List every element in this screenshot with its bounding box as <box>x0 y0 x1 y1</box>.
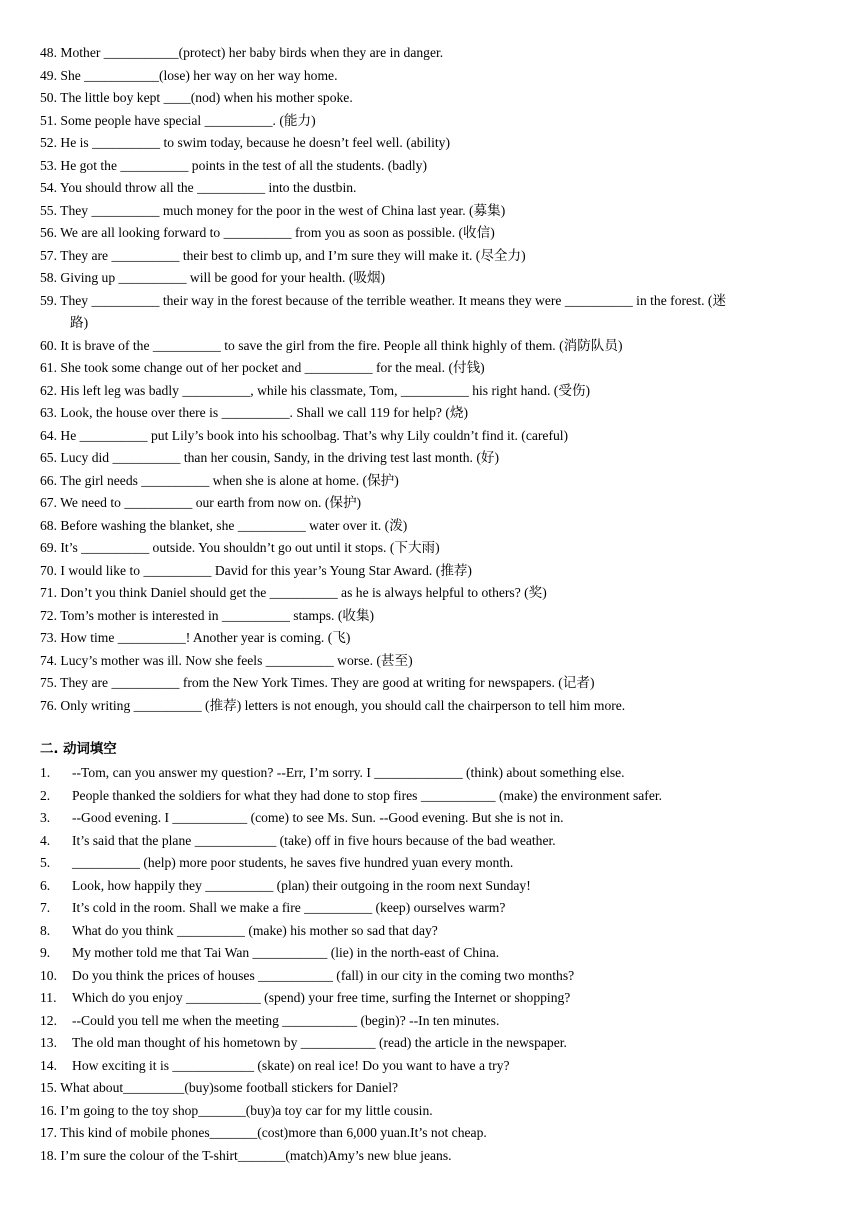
question-73: 73. How time __________! Another year is coming. (飞) <box>40 630 351 645</box>
question-number: 5. <box>40 855 51 870</box>
question-75: 75. They are __________ from the New York Times. They are good at writing for newspapers. (记者) <box>40 675 595 690</box>
question-69: 69. It’s __________ outside. You shouldn’t go out until it stops. (下大雨) <box>40 540 440 555</box>
question-number: 9. <box>40 945 51 960</box>
question-71: 71. Don’t you think Daniel should get the __________ as he is always helpful to others? (奖) <box>40 585 547 600</box>
verb-question-5 <box>40 852 830 875</box>
section-heading: 二. 动词填空 <box>40 742 117 757</box>
question-number: 6. <box>40 877 51 893</box>
question-49: 49. She ___________(lose) her way on her way home. <box>40 67 338 83</box>
verb-question-12 <box>40 1010 830 1033</box>
question-number: 7. <box>40 900 51 915</box>
question-number: 14. <box>40 1057 57 1073</box>
question-65: 65. Lucy did __________ than her cousin, Sandy, in the driving test last month. (好) <box>40 450 499 465</box>
verb-question-15: 15. What about_________(buy)some football stickers for Daniel? <box>40 1080 399 1095</box>
verb-question-4 <box>40 830 830 853</box>
question-67: 67. We need to __________ our earth from now on. (保护) <box>40 495 362 510</box>
question-number: 12. <box>40 1012 57 1028</box>
question-53: 53. He got the __________ points in the test of all the students. (badly) <box>40 157 427 173</box>
question-text: __________ (help) more poor students, he saves five hundred yuan every month. <box>72 855 514 870</box>
question-56: 56. We are all looking forward to __________ from you as soon as possible. (收信) <box>40 225 495 240</box>
question-text: --Good evening. I ___________ (come) to see Ms. Sun. --Good evening. But she is not in. <box>72 810 564 825</box>
question-text: My mother told me that Tai Wan ___________ (lie) in the north-east of China. <box>72 945 500 960</box>
question-74: 74. Lucy’s mother was ill. Now she feels __________ worse. (甚至) <box>40 652 413 668</box>
question-text: Look, how happily they __________ (plan) their outgoing in the room next Sunday! <box>72 877 531 893</box>
verb-question-1 <box>40 762 830 785</box>
question-text: What do you think __________ (make) his mother so sad that day? <box>72 922 438 938</box>
question-50: 50. The little boy kept ____(nod) when his mother spoke. <box>40 90 353 105</box>
question-text: It’s cold in the room. Shall we make a fire __________ (keep) ourselves warm? <box>72 900 506 915</box>
question-number: 4. <box>40 832 51 848</box>
question-text: People thanked the soldiers for what they had done to stop fires ___________ (make) the environment safer. <box>72 787 663 803</box>
question-number: 8. <box>40 922 51 938</box>
verb-question-17: 17. This kind of mobile phones_______(cost)more than 6,000 yuan.It’s not cheap. <box>40 1125 487 1140</box>
question-number: 1. <box>40 765 51 780</box>
question-text: Which do you enjoy ___________ (spend) your free time, surfing the Internet or shopping? <box>72 990 571 1005</box>
verb-question-8 <box>40 920 830 943</box>
question-72: 72. Tom’s mother is interested in __________ stamps. (收集) <box>40 607 375 623</box>
verb-question-18: 18. I’m sure the colour of the T-shirt_______(match)Amy’s new blue jeans. <box>40 1147 452 1163</box>
question-51: 51. Some people have special __________. (能力) <box>40 112 316 128</box>
question-text: The old man thought of his hometown by ___________ (read) the article in the newspaper. <box>72 1035 567 1050</box>
question-number: 2. <box>40 787 51 803</box>
question-52: 52. He is __________ to swim today, because he doesn’t feel well. (ability) <box>40 135 450 150</box>
question-55: 55. They __________ much money for the poor in the west of China last year. (募集) <box>40 202 506 218</box>
verb-question-3 <box>40 807 830 830</box>
question-text: How exciting it is ____________ (skate) on real ice! Do you want to have a try? <box>72 1057 510 1073</box>
question-text: Do you think the prices of houses ___________ (fall) in our city in the coming two months? <box>72 967 575 983</box>
question-57: 57. They are __________ their best to climb up, and I’m sure they will make it. (尽全力) <box>40 247 526 263</box>
question-70: 70. I would like to __________ David for this year’s Young Star Award. (推荐) <box>40 562 472 578</box>
question-number: 3. <box>40 810 51 825</box>
question-54: 54. You should throw all the __________ into the dustbin. <box>40 180 357 195</box>
question-59-continuation: 路) <box>70 315 89 330</box>
question-64: 64. He __________ put Lily’s book into his schoolbag. That’s why Lily couldn’t find it. (careful) <box>40 427 569 443</box>
question-text: --Tom, can you answer my question? --Err, I’m sorry. I _____________ (think) about something else. <box>72 765 625 780</box>
question-text: It’s said that the plane ____________ (take) off in five hours because of the bad weather. <box>72 832 556 848</box>
verb-question-11 <box>40 987 830 1010</box>
question-66: 66. The girl needs __________ when she is alone at home. (保护) <box>40 472 399 488</box>
question-61: 61. She took some change out of her pocket and __________ for the meal. (付钱) <box>40 360 485 375</box>
verb-question-7 <box>40 897 830 920</box>
question-number: 13. <box>40 1035 57 1050</box>
verb-question-16: 16. I’m going to the toy shop_______(buy)a toy car for my little cousin. <box>40 1102 433 1118</box>
question-60: 60. It is brave of the __________ to save the girl from the fire. People all think highly of them. (消防队员) <box>40 337 623 353</box>
question-48: 48. Mother ___________(protect) her baby birds when they are in danger. <box>40 45 444 60</box>
question-68: 68. Before washing the blanket, she __________ water over it. (泼) <box>40 517 408 533</box>
verb-question-14 <box>40 1055 830 1078</box>
question-59: 59. They __________ their way in the forest because of the terrible weather. It means they were __________ in the forest. (迷 <box>40 292 727 308</box>
question-62: 62. His left leg was badly __________, while his classmate, Tom, __________ his right hand. (受伤) <box>40 382 591 398</box>
question-text: --Could you tell me when the meeting ___________ (begin)? --In ten minutes. <box>72 1012 500 1028</box>
verb-question-6 <box>40 875 830 898</box>
verb-question-10 <box>40 965 830 988</box>
question-76: 76. Only writing __________ (推荐) letters is not enough, you should call the chairperson to tell him more. <box>40 697 626 713</box>
verb-question-13 <box>40 1032 830 1055</box>
question-number: 10. <box>40 967 57 983</box>
question-58: 58. Giving up __________ will be good for your health. (吸烟) <box>40 270 386 285</box>
question-63: 63. Look, the house over there is __________. Shall we call 119 for help? (烧) <box>40 405 468 420</box>
verb-question-2 <box>40 785 830 808</box>
verb-question-9 <box>40 942 830 965</box>
question-number: 11. <box>40 990 57 1005</box>
